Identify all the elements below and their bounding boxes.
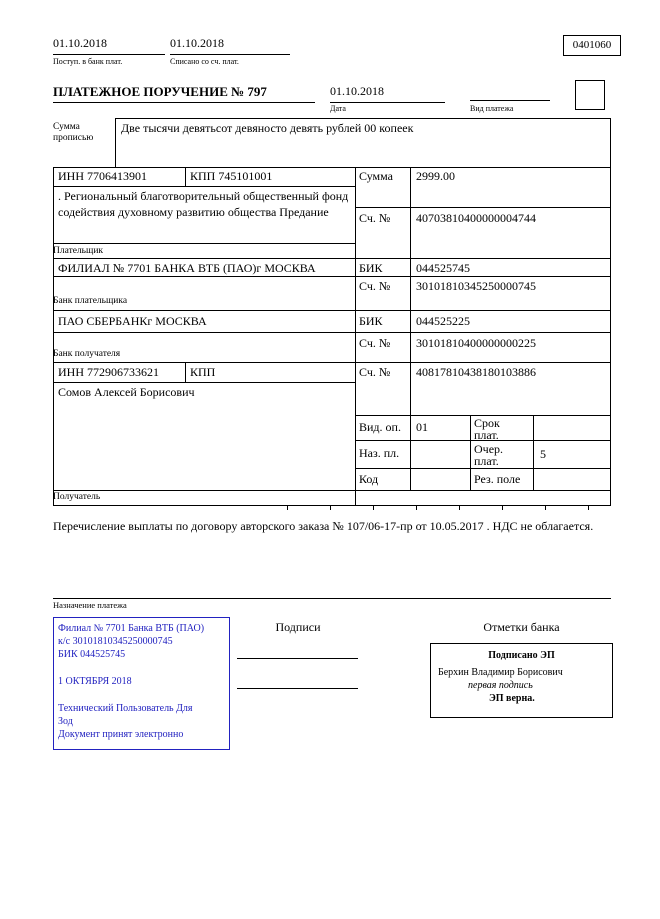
- table-line: [185, 167, 186, 186]
- tick-mark: [459, 505, 460, 510]
- tick-mark: [588, 505, 589, 510]
- tick-mark: [330, 505, 331, 510]
- table-line: [53, 362, 611, 363]
- code-label: Код: [359, 472, 379, 486]
- payee-bank-account: 30101810400000000225: [416, 336, 536, 350]
- purpose-label: Назначение платежа: [53, 600, 127, 610]
- amount-words-label: Сумма прописью: [53, 122, 94, 143]
- stamp-user-line1: Технический Пользователь Для: [58, 703, 193, 714]
- table-line: [53, 505, 611, 506]
- signatures-title: Подписи: [275, 620, 321, 634]
- tick-mark: [373, 505, 374, 510]
- table-line: [53, 258, 611, 259]
- signature-line: [237, 658, 358, 659]
- tick-mark: [287, 505, 288, 510]
- payer-bank-name: ФИЛИАЛ № 7701 БАНКА ВТБ (ПАО)г МОСКВА: [58, 261, 316, 275]
- payer-account: 40703810400000004744: [416, 211, 536, 225]
- date-debited-value: 01.10.2018: [170, 36, 290, 55]
- payer-bank-bik-label: БИК: [359, 261, 383, 275]
- table-line: [410, 167, 411, 490]
- amount-label: Сумма: [359, 169, 393, 183]
- payer-name: . Региональный благотворительный общественный фонд содействия духовному развитию общества Предание: [58, 189, 349, 219]
- date-label: Дата: [330, 104, 346, 113]
- payee-section-label: Получатель: [53, 492, 101, 502]
- tick-mark: [416, 505, 417, 510]
- signature-kind: первая подпись: [468, 680, 533, 691]
- stamp-bank-name: Филиал № 7701 Банка ВТБ (ПАО): [58, 623, 205, 634]
- purpose-code-label: Наз. пл.: [359, 446, 400, 460]
- payee-bank-name: ПАО СБЕРБАНКг МОСКВА: [58, 314, 207, 328]
- document-date-value: 01.10.2018: [330, 84, 445, 103]
- payee-name: Сомов Алексей Борисович: [58, 385, 195, 399]
- table-line: [53, 167, 611, 168]
- signature-line: [237, 688, 358, 689]
- stamp-date: 1 ОКТЯБРЯ 2018: [58, 676, 132, 687]
- table-line: [53, 332, 611, 333]
- table-line: [185, 362, 186, 382]
- payment-kind-label: Вид платежа: [470, 104, 514, 113]
- payer-account-label: Сч. №: [359, 211, 391, 225]
- table-line: [115, 118, 116, 167]
- op-kind-label: Вид. оп.: [359, 420, 401, 434]
- stamp-user-line2: Зод: [58, 716, 73, 727]
- bank-marks-title: Отметки банка: [483, 620, 560, 634]
- payer-inn: ИНН 7706413901: [58, 169, 147, 183]
- payee-inn: ИНН 772906733621: [58, 365, 159, 379]
- payee-account: 40817810438180103886: [416, 365, 536, 379]
- stamp-corr-account: к/с 30101810345250000745: [58, 636, 173, 647]
- bank-stamp: [53, 617, 230, 750]
- amount-words-value: Две тысячи девятьсот девяносто девять рублей 00 копеек: [121, 121, 414, 135]
- signer-name: Берхин Владимир Борисович: [438, 667, 563, 678]
- tick-mark: [502, 505, 503, 510]
- stamp-note: Документ принят электронно: [58, 729, 184, 740]
- signature-verdict: ЭП верна.: [489, 693, 535, 704]
- table-line: [53, 186, 355, 187]
- table-line: [610, 118, 611, 506]
- table-line: [355, 167, 356, 505]
- date-received-value: 01.10.2018: [53, 36, 165, 55]
- table-line: [355, 207, 610, 208]
- table-line: [53, 382, 355, 383]
- payer-bank-section-label: Банк плательщика: [53, 296, 128, 306]
- table-line: [53, 490, 611, 491]
- payer-bank-bik: 044525745: [416, 261, 470, 275]
- table-line: [533, 415, 534, 490]
- table-line: [115, 118, 610, 119]
- payee-bank-account-label: Сч. №: [359, 336, 391, 350]
- payer-kpp: КПП 745101001: [190, 169, 273, 183]
- op-kind-value: 01: [416, 420, 428, 434]
- priority-label: Очер. плат.: [474, 442, 504, 468]
- payment-kind-box: [575, 80, 605, 110]
- table-line: [53, 276, 611, 277]
- payee-bank-bik-label: БИК: [359, 314, 383, 328]
- amount-value: 2999.00: [416, 169, 455, 183]
- table-line: [355, 468, 610, 469]
- payee-bank-bik: 044525225: [416, 314, 470, 328]
- payer-section-label: Плательщик: [53, 246, 104, 256]
- payer-bank-account-label: Сч. №: [359, 279, 391, 293]
- table-line: [53, 310, 611, 311]
- purpose-text: Перечисление выплаты по договору авторского заказа № 107/06-17-пр от 10.05.2017 . НДС не облагается.: [53, 519, 594, 533]
- tick-mark: [545, 505, 546, 510]
- form-code-box: 0401060: [563, 35, 621, 56]
- payee-account-label: Сч. №: [359, 365, 391, 379]
- document-title: ПЛАТЕЖНОЕ ПОРУЧЕНИЕ № 797: [53, 84, 315, 103]
- reserve-field-label: Рез. поле: [474, 472, 521, 486]
- date-debited-label: Списано со сч. плат.: [170, 57, 239, 66]
- payee-bank-section-label: Банк получателя: [53, 349, 121, 359]
- table-line: [53, 167, 54, 505]
- table-line: [53, 243, 355, 244]
- table-line: [470, 415, 471, 490]
- signed-ep-title: Подписано ЭП: [488, 650, 555, 661]
- priority-value: 5: [540, 447, 546, 461]
- bank-marks-box: [430, 643, 613, 718]
- payer-bank-account: 30101810345250000745: [416, 279, 536, 293]
- pay-term-label: Срок плат.: [474, 416, 500, 442]
- payment-kind-underline: [470, 100, 550, 101]
- payee-kpp-label: КПП: [190, 365, 216, 379]
- date-received-label: Поступ. в банк плат.: [53, 57, 123, 66]
- table-line: [53, 598, 611, 599]
- stamp-bik: БИК 044525745: [58, 649, 126, 660]
